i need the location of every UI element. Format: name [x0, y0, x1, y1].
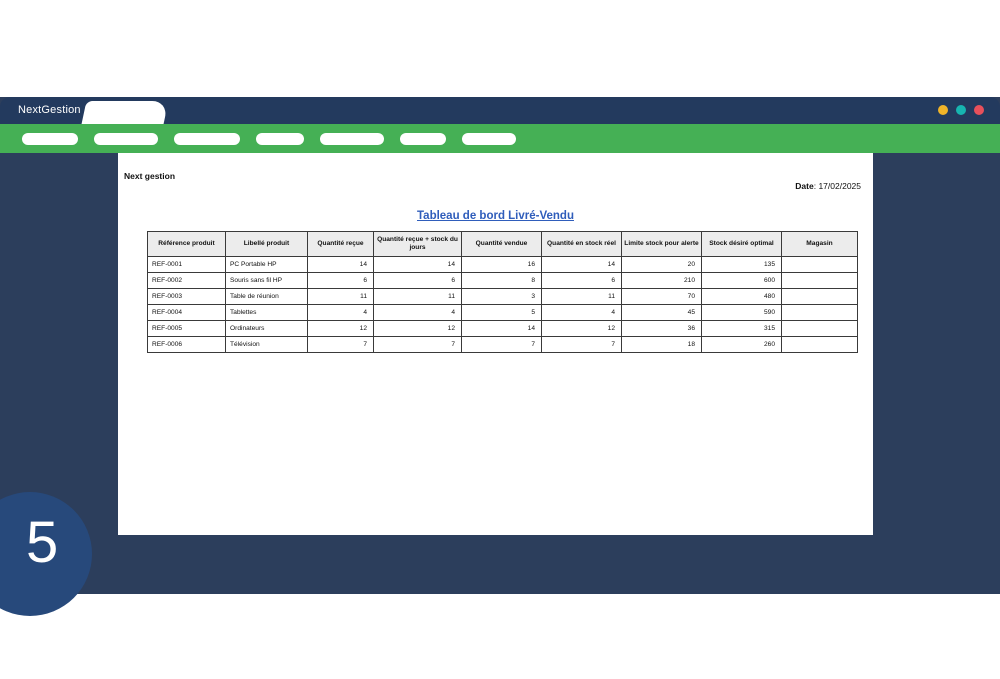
cell-libelle: Télévision: [226, 337, 308, 353]
table-row: [148, 305, 858, 321]
browser-tab[interactable]: [82, 101, 169, 124]
cell-magasin: [782, 321, 858, 337]
cell-libelle: Ordinateurs: [226, 321, 308, 337]
cell-quantite-vendue: 3: [462, 289, 542, 305]
document-page: [118, 153, 873, 535]
cell-libelle: Souris sans fil HP: [226, 273, 308, 289]
browser-titlebar: [0, 97, 1000, 124]
cell-limite-stock: 20: [622, 257, 702, 273]
cell-magasin: [782, 257, 858, 273]
cell-reference: REF-0004: [148, 305, 226, 321]
cell-quantite-recue-stock: 14: [374, 257, 462, 273]
slide-number: 5: [26, 510, 59, 575]
column-header-reference: Référence produit: [148, 232, 226, 257]
cell-magasin: [782, 289, 858, 305]
document-header: Next gestion: [124, 171, 176, 181]
cell-quantite-vendue: 16: [462, 257, 542, 273]
cell-stock-optimal: 135: [702, 257, 782, 273]
cell-reference: REF-0001: [148, 257, 226, 273]
close-icon[interactable]: [974, 105, 984, 115]
cell-quantite-recue-stock: 12: [374, 321, 462, 337]
cell-reference: REF-0006: [148, 337, 226, 353]
nav-item-1[interactable]: [22, 133, 78, 145]
column-header-libelle: Libellé produit: [226, 232, 308, 257]
cell-quantite-vendue: 7: [462, 337, 542, 353]
document-date: Date: 17/02/2025: [795, 181, 861, 191]
cell-magasin: [782, 273, 858, 289]
column-header-quantite-recue: Quantité reçue: [308, 232, 374, 257]
cell-quantite-recue-stock: 4: [374, 305, 462, 321]
cell-limite-stock: 36: [622, 321, 702, 337]
table-header-row: [148, 232, 858, 257]
window-controls: [938, 105, 984, 115]
cell-stock-optimal: 600: [702, 273, 782, 289]
cell-quantite-recue: 6: [308, 273, 374, 289]
minimize-icon[interactable]: [938, 105, 948, 115]
browser-window: [0, 97, 1000, 153]
cell-quantite-vendue: 5: [462, 305, 542, 321]
document-date-value: 17/02/2025: [818, 181, 861, 191]
cell-reference: REF-0003: [148, 289, 226, 305]
cell-quantite-vendue: 14: [462, 321, 542, 337]
cell-reference: REF-0002: [148, 273, 226, 289]
page-title: Tableau de bord Livré-Vendu: [417, 210, 574, 222]
column-header-limite-stock: Limite stock pour alerte: [622, 232, 702, 257]
cell-quantite-recue: 14: [308, 257, 374, 273]
cell-quantite-recue: 12: [308, 321, 374, 337]
cell-quantite-recue-stock: 11: [374, 289, 462, 305]
document-date-label: Date: [795, 181, 814, 191]
cell-limite-stock: 18: [622, 337, 702, 353]
table-row: [148, 321, 858, 337]
cell-quantite-stock-reel: 12: [542, 321, 622, 337]
column-header-quantite-recue-stock: Quantité reçue + stock du jours: [374, 232, 462, 257]
cell-quantite-stock-reel: 7: [542, 337, 622, 353]
nav-item-2[interactable]: [94, 133, 158, 145]
cell-quantite-recue: 4: [308, 305, 374, 321]
cell-limite-stock: 45: [622, 305, 702, 321]
nav-item-4[interactable]: [256, 133, 304, 145]
column-header-quantite-stock-reel: Quantité en stock réel: [542, 232, 622, 257]
cell-quantite-stock-reel: 11: [542, 289, 622, 305]
table-row: [148, 257, 858, 273]
cell-quantite-stock-reel: 4: [542, 305, 622, 321]
nav-item-6[interactable]: [400, 133, 446, 145]
cell-quantite-recue-stock: 6: [374, 273, 462, 289]
cell-stock-optimal: 590: [702, 305, 782, 321]
cell-libelle: PC Portable HP: [226, 257, 308, 273]
nav-item-3[interactable]: [174, 133, 240, 145]
cell-limite-stock: 210: [622, 273, 702, 289]
column-header-magasin: Magasin: [782, 232, 858, 257]
column-header-stock-optimal: Stock désiré optimal: [702, 232, 782, 257]
cell-quantite-recue-stock: 7: [374, 337, 462, 353]
cell-magasin: [782, 305, 858, 321]
app-brand-label: NextGestion: [18, 104, 81, 116]
cell-magasin: [782, 337, 858, 353]
nav-item-5[interactable]: [320, 133, 384, 145]
maximize-icon[interactable]: [956, 105, 966, 115]
table-row: [148, 289, 858, 305]
cell-quantite-stock-reel: 14: [542, 257, 622, 273]
cell-stock-optimal: 315: [702, 321, 782, 337]
column-header-quantite-vendue: Quantité vendue: [462, 232, 542, 257]
cell-limite-stock: 70: [622, 289, 702, 305]
table-row: [148, 337, 858, 353]
cell-quantite-vendue: 8: [462, 273, 542, 289]
cell-libelle: Tablettes: [226, 305, 308, 321]
cell-quantite-recue: 7: [308, 337, 374, 353]
table-row: [148, 273, 858, 289]
dashboard-table: [147, 231, 858, 353]
cell-quantite-stock-reel: 6: [542, 273, 622, 289]
nav-item-7[interactable]: [462, 133, 516, 145]
navigation-bar: [0, 124, 1000, 153]
cell-reference: REF-0005: [148, 321, 226, 337]
cell-stock-optimal: 260: [702, 337, 782, 353]
cell-stock-optimal: 480: [702, 289, 782, 305]
cell-libelle: Table de réunion: [226, 289, 308, 305]
cell-quantite-recue: 11: [308, 289, 374, 305]
